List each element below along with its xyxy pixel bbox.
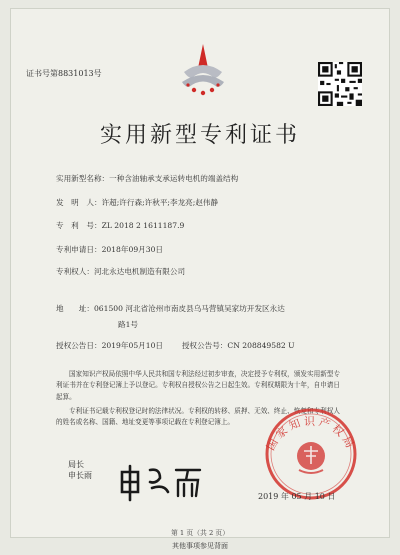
bottom-note: 其他事项参见背面 (172, 542, 228, 550)
field-label: 专 利 号： (56, 221, 102, 230)
qr-code-icon (318, 62, 362, 106)
official-seal-icon (252, 396, 370, 502)
field-label: 发 明 人： (56, 198, 102, 207)
field-label: 地 址： (56, 304, 94, 313)
paragraph-line: 新型专利证书并在专利登记簿上予以登记。专利权自授权公告之日起生效。专利权期限为十年， (56, 370, 341, 390)
field-value: 许超;许行森;许秋平;李龙亮;赵伟静 (101, 198, 219, 207)
field-utility-model-name (56, 173, 238, 184)
seal-text: 国家知识产权局 (264, 414, 358, 453)
chief-name: 申长雨 (68, 471, 92, 480)
paragraph-line: 专利证书记载专利权登记时的法律状况。专利权的转移、质押、无效、终止、恢复和专利 (69, 407, 327, 415)
field-value: 2018年09月30日 (101, 245, 163, 254)
paragraph-line: 国家知识产权局依照中华人民共和国专利法经过初步审查，决定授予专利权，颁发实用 (69, 370, 321, 378)
field-address-line2: 路1号 (118, 320, 139, 329)
field-application-date (56, 244, 163, 255)
certificate-number: 证书号第8831013号 (26, 69, 102, 78)
field-value: 2019年05月10日 (101, 341, 163, 350)
field-patent-number (56, 220, 184, 231)
patent-office-emblem-icon (174, 38, 232, 104)
field-address (56, 303, 285, 314)
page-indicator: 第 1 页（共 2 页） (170, 529, 230, 537)
field-value: 河北永达电机制造有限公司 (93, 267, 186, 276)
paragraph-line: 自申请日起算。 (56, 381, 341, 401)
field-value: 一种含油轴承支承运转电机的端盖结构 (109, 174, 239, 183)
chief-title: 局长 (68, 460, 84, 469)
field-value: 061500 河北省沧州市南皮县乌马营镇吴家坊开发区永达 (93, 304, 285, 313)
field-label: 专利申请日： (56, 245, 102, 254)
field-label: 专利权人： (56, 267, 94, 276)
paragraph-line: 权人的姓名或名称、国籍、地址变更等事项记载在专利登记簿上。 (56, 407, 341, 427)
certificate-title: 实用新型专利证书 (99, 123, 300, 148)
field-patentee (56, 266, 185, 277)
field-value: ZL 2018 2 1611187.9 (101, 221, 185, 230)
field-label: 授权公告日： (56, 341, 102, 350)
seal-date: 2019 年 05 月 10 日 (258, 492, 336, 501)
auth-number-label: 授权公告号： (181, 341, 228, 350)
auth-number: CN 208849582 U (227, 341, 295, 350)
field-label: 实用新型名称： (56, 174, 110, 183)
field-inventors (56, 197, 218, 208)
signature-icon (116, 462, 206, 502)
field-grant-date (56, 340, 295, 351)
